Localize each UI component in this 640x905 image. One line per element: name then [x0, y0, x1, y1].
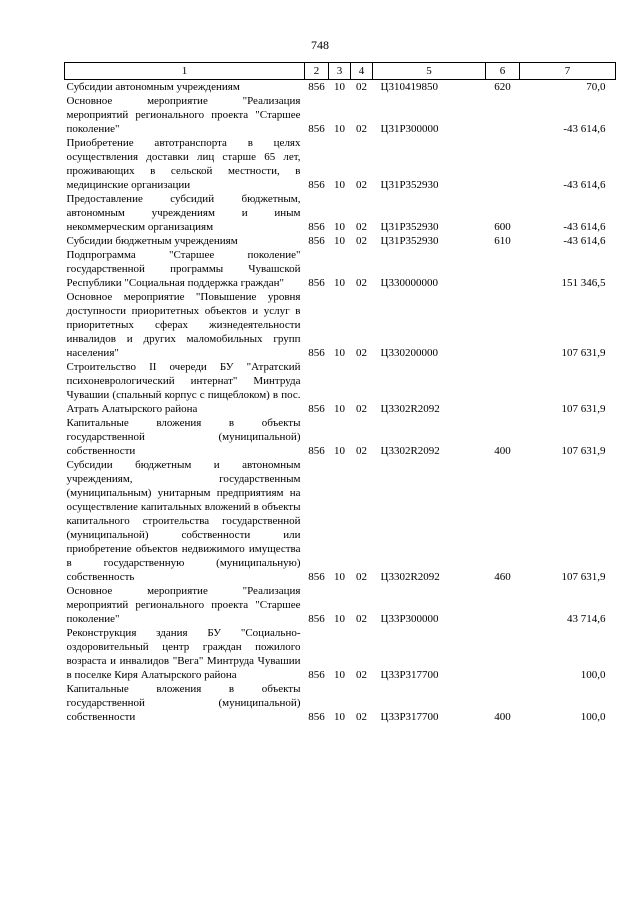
row-admin-code: 856: [308, 669, 325, 681]
row-expense-type: 400: [494, 445, 511, 457]
page-number: 748: [311, 38, 329, 52]
row-amount: 107 631,9: [561, 571, 606, 583]
row-name: Подпрограмма "Старшее поколение" государственной программы Чувашской Республики "Социальная поддержка граждан": [66, 249, 301, 289]
table-row: [65, 584, 616, 626]
table-row: [65, 80, 616, 95]
row-section: 10: [334, 613, 345, 625]
row-expense-type: 460: [494, 571, 511, 583]
row-amount: 107 631,9: [561, 347, 606, 359]
row-name: Субсидии бюджетным учреждениям: [66, 235, 238, 247]
row-subsection: 02: [356, 235, 367, 247]
row-section: 10: [334, 221, 345, 233]
table-row: [65, 458, 616, 584]
row-target-article: Ц31P352930: [380, 179, 439, 191]
row-subsection: 02: [356, 81, 367, 93]
row-amount: -43 614,6: [563, 123, 606, 135]
row-name: Реконструкция здания БУ "Социально-оздоровительный центр граждан пожилого возраста и инвалидов "Вега" Минтруда Чувашии в поселке Киря Алатырского района: [66, 627, 301, 681]
row-section: 10: [334, 347, 345, 359]
row-expense-type: 620: [494, 81, 511, 93]
row-expense-type: 610: [494, 235, 511, 247]
row-target-article: Ц330200000: [380, 347, 438, 359]
row-section: 10: [334, 711, 345, 723]
row-expense-type: [486, 290, 520, 360]
row-admin-code: 856: [308, 179, 325, 191]
column-header: 3: [329, 63, 351, 80]
row-name: Строительство II очереди БУ "Атратский психоневрологический интернат" Минтруда Чувашии (спальный корпус с пищеблоком) в пос. Атрать Алатырского района: [66, 361, 301, 415]
row-expense-type: [486, 360, 520, 416]
column-header: 1: [65, 63, 305, 80]
row-admin-code: 856: [308, 445, 325, 457]
row-admin-code: 856: [308, 347, 325, 359]
row-admin-code: 856: [308, 123, 325, 135]
row-subsection: 02: [356, 123, 367, 135]
row-name: Капитальные вложения в объекты государственной (муниципальной) собственности: [66, 683, 301, 723]
row-expense-type: 600: [494, 221, 511, 233]
table-row: [65, 136, 616, 192]
row-section: 10: [334, 277, 345, 289]
row-expense-type: [486, 626, 520, 682]
row-subsection: 02: [356, 571, 367, 583]
row-subsection: 02: [356, 179, 367, 191]
row-target-article: Ц31P300000: [380, 123, 439, 135]
row-amount: 100,0: [580, 711, 606, 723]
column-header: 4: [351, 63, 373, 80]
row-amount: 107 631,9: [561, 403, 606, 415]
row-section: 10: [334, 403, 345, 415]
row-section: 10: [334, 81, 345, 93]
row-target-article: Ц31P352930: [380, 221, 439, 233]
row-subsection: 02: [356, 445, 367, 457]
row-amount: 100,0: [580, 669, 606, 681]
row-subsection: 02: [356, 221, 367, 233]
row-section: 10: [334, 179, 345, 191]
row-admin-code: 856: [308, 277, 325, 289]
row-expense-type: [486, 136, 520, 192]
table-row: [65, 234, 616, 248]
row-admin-code: 856: [308, 81, 325, 93]
row-amount: -43 614,6: [563, 221, 606, 233]
row-amount: -43 614,6: [563, 179, 606, 191]
row-target-article: Ц330000000: [380, 277, 438, 289]
row-name: Субсидии автономным учреждениям: [66, 81, 240, 93]
row-amount: 151 346,5: [561, 277, 606, 289]
row-amount: 107 631,9: [561, 445, 606, 457]
row-expense-type: [486, 584, 520, 626]
row-target-article: Ц31P352930: [380, 235, 439, 247]
row-admin-code: 856: [308, 403, 325, 415]
row-name: Основное мероприятие "Повышение уровня доступности приоритетных объектов и услуг в приоритетных сферах жизнедеятельности инвалидов и других маломобильных групп населения": [66, 291, 301, 359]
row-section: 10: [334, 235, 345, 247]
row-section: 10: [334, 571, 345, 583]
table-row: [65, 94, 616, 136]
row-name: Основное мероприятие "Реализация мероприятий регионального проекта "Старшее поколение": [66, 585, 301, 625]
column-header: 5: [373, 63, 486, 80]
row-expense-type: 400: [494, 711, 511, 723]
table-row: [65, 290, 616, 360]
row-section: 10: [334, 669, 345, 681]
row-name: Субсидии бюджетным и автономным учреждениям, государственным (муниципальным) унитарным предприятиям на осуществление капитальных вложений в объекты капитального строительства государственной (муниципальной) собственности или приобретение объектов недвижимого имущества в государственную (муниципальную) собственность: [66, 459, 301, 583]
row-target-article: Ц3302R2092: [380, 571, 440, 583]
row-section: 10: [334, 445, 345, 457]
row-amount: 70,0: [586, 81, 606, 93]
row-target-article: Ц33P317700: [380, 711, 439, 723]
row-amount: -43 614,6: [563, 235, 606, 247]
row-target-article: Ц3302R2092: [380, 445, 440, 457]
table-row: [65, 192, 616, 234]
table-header-row: [65, 63, 616, 80]
row-admin-code: 856: [308, 571, 325, 583]
row-admin-code: 856: [308, 711, 325, 723]
row-admin-code: 856: [308, 235, 325, 247]
row-name: Приобретение автотранспорта в целях осуществления доставки лиц старше 65 лет, проживающих в сельской местности, в медицинские организации: [66, 137, 301, 191]
table-row: [65, 626, 616, 682]
row-target-article: Ц33P300000: [380, 613, 439, 625]
row-amount: 43 714,6: [567, 613, 606, 625]
table-row: [65, 248, 616, 290]
row-subsection: 02: [356, 347, 367, 359]
row-name: Капитальные вложения в объекты государственной (муниципальной) собственности: [66, 417, 301, 457]
row-subsection: 02: [356, 711, 367, 723]
row-admin-code: 856: [308, 221, 325, 233]
column-header: 7: [520, 63, 616, 80]
row-subsection: 02: [356, 669, 367, 681]
row-name: Предоставление субсидий бюджетным, автономным учреждениям и иным некоммерческим организациям: [66, 193, 301, 233]
row-target-article: Ц3302R2092: [380, 403, 440, 415]
table-row: [65, 360, 616, 416]
row-name: Основное мероприятие "Реализация мероприятий регионального проекта "Старшее поколение": [66, 95, 301, 135]
row-expense-type: [486, 94, 520, 136]
table-row: [65, 682, 616, 724]
row-subsection: 02: [356, 613, 367, 625]
column-header: 6: [486, 63, 520, 80]
row-subsection: 02: [356, 277, 367, 289]
budget-table: [64, 62, 616, 724]
table-row: [65, 416, 616, 458]
row-section: 10: [334, 123, 345, 135]
row-target-article: Ц33P317700: [380, 669, 439, 681]
column-header: 2: [305, 63, 329, 80]
row-admin-code: 856: [308, 613, 325, 625]
row-subsection: 02: [356, 403, 367, 415]
row-target-article: Ц310419850: [380, 81, 438, 93]
row-expense-type: [486, 248, 520, 290]
